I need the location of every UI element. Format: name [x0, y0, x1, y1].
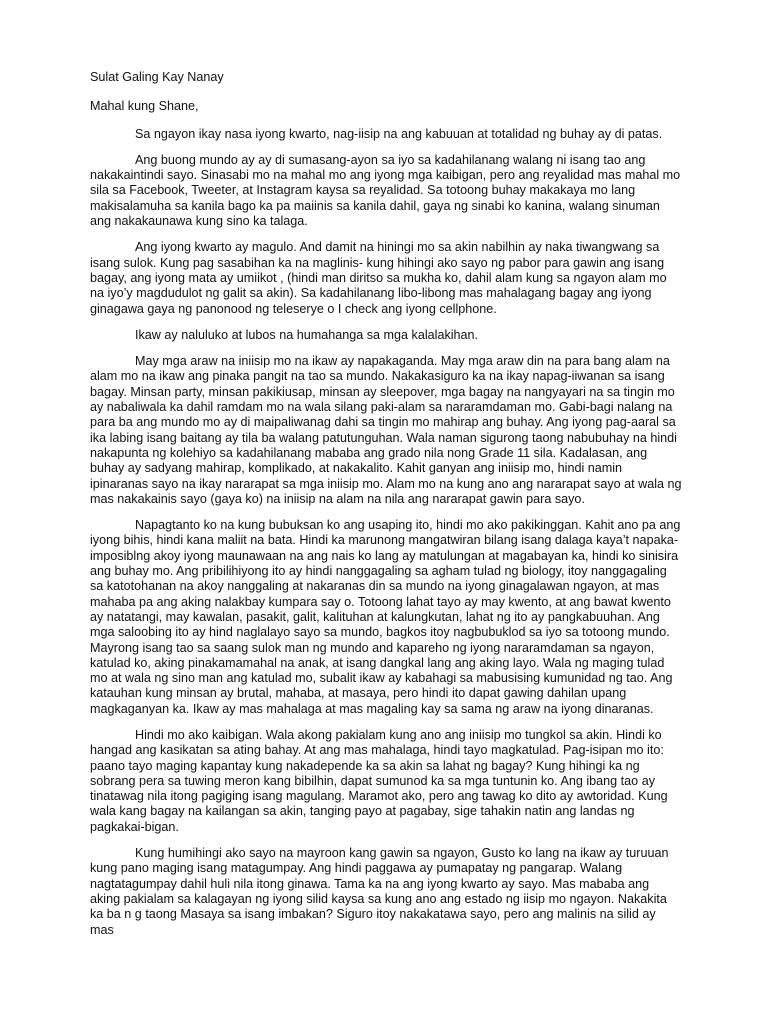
paragraph: Sa ngayon ikay nasa iyong kwarto, nag-iisip na ang kabuuan at totalidad ng buhay ay di patas. — [135, 126, 663, 141]
paragraph: Ang buong mundo ay ay di sumasang-ayon sa iyo sa kadahilanang walang ni isang tao ang nakakaintindi sayo. Sinasabi mo na mahal mo ang iyong mga kaibigan, pero ang reyalidad mas mahal mo sila sa Facebook, Tweeter, at Instagram kaysa sa reyalidad. Sa totoong buhay makakaya mo lang makisalamuha sa kanila bago ka pa maiinis sa kanila dahil, gaya ng sinabi ko kanina, walang sinuman ang nakakaunawa kung sino ka talaga. — [90, 152, 681, 229]
letter-title: Sulat Galing Kay Nanay — [90, 70, 224, 84]
paragraph: Ang iyong kwarto ay magulo. And damit na hiningi mo sa akin nabilhin ay naka tiwangwang sa isang sulok. Kung pag sasabihan ka na maglinis- kung hihingi ako sayo ng pabor para gawin ang isang bagay, ang iyong mata ay umiikot , (hindi man diritso sa mukha ko, dahil alam kung sa ngayon alam mo na iyo’y magdudulot ng galit sa akin). Sa kadahilanang libo-libong mas mahalagang bagay ang iyong ginagawa gaya ng panonood ng teleserye o I check ang iyong cellphone. — [90, 240, 667, 316]
paragraph: Ikaw ay naluluko at lubos na humahanga sa mga kalalakihan. — [135, 327, 479, 342]
letter-salutation: Mahal kung Shane, — [90, 99, 199, 114]
paragraph: Hindi mo ako kaibigan. Wala akong pakialam kung ano ang iniisip mo tungkol sa akin. Hindi ko hangad ang kasikatan sa ating bahay. At ang mas mahalaga, hindi tayo magkatulad. Pag-isipan mo ito: paano tayo maging kapantay kung nakadepende ka sa akin sa lahat ng bagay? Kung hihingi ka ng sobrang pera sa tuwing meron kang bibilhin, dapat sumunod ka sa mga tuntunin ko. Ang ibang tao ay tinatawag nila itong pagiging isang magulang. Maramot ako, pero ang tawag ko dito ay awtoridad. Kung wala kang bagay na kailangan sa akin, tanging payo at pagabay, sige tahakin natin ang landas ng pagkakai-bigan. — [90, 727, 668, 834]
paragraph: Kung humihingi ako sayo na mayroon kang gawin sa ngayon, Gusto ko lang na ikaw ay turuuan kung pano maging isang matagumpay. Ang hindi paggawa ay pumapatay ng pangarap. Walang nagtatagumpay dahil huli nila itong ginawa. Tama ka na ang iyong kwarto ay sayo. Mas mababa ang aking pakialam sa kalagayan ng iyong silid kaysa sa kung ano ang estado ng iisip mo ngayon. Nakakita ka ba n g taong Masaya sa isang imbakan? Siguro itoy nakakatawa sayo, pero ang malinis na silid ay mas — [90, 846, 669, 937]
paragraph: Napagtanto ko na kung bubuksan ko ang usaping ito, hindi mo ako pakikinggan. Kahit ano pa ang iyong bihis, hindi kana maliit na bata. Hindi ka marunong mangatwiran bilang isang dalaga kaya’t napaka-imposiblng akoy iyong maunawaan na ang nais ko lang ay matulungan at magabayan ka, hindi ko sinisira ang buhay mo. Ang pribilihiyong ito ay hindi nanggagaling sa agham tulad ng biology, itoy nanggagaling sa katotohanan na akoy nanggaling at nakaranas din sa mundo na iyong ginagalawan ngayon, at mas mahaba pa ang aking nalakbay kumpara say o. Totoong lahat tayo ay may kwento, at ang bawat kwento ay natatangi, may kawalan, pasakit, galit, kalituhan at kalungkutan, lahat ng ito ay pangkabuuhan. Ang mga saloobing ito ay hind naglalayo sayo sa mundo, bagkos itoy nagbubuklod sa iyo sa totoong mundo. Mayrong isang tao sa saang sulok man ng mundo and kapareho ng iyong nararamdaman sa ngayon, katulad ko, aking pinakamamahal na anak, at isang dangkal lang ang aking layo. Wala ng maging tulad mo at wala ng sino man ang katulad mo, subalit ikaw ay kabahagi sa mabusising kumunidad ng tao. Ang katauhan kung minsan ay brutal, mahaba, at masaya, pero hindi ito dapat gawing dahilan upang magkaganyan ka. Ikaw ay mas mahalaga at mas magaling kay sa sama ng araw na iyong dinaranas. — [90, 518, 681, 716]
letter-body — [90, 70, 682, 949]
paragraph: May mga araw na iniisip mo na ikaw ay napakaganda. May mga araw din na para bang alam na alam mo na ikaw ang pinaka pangit na tao sa mundo. Nakakasiguro ka na ikay napag-iiwanan sa isang bagay. Minsan party, minsan pakikiusap, minsan ay sleepover, mga bagay na nangyayari na sa tingin mo ay nabaliwala ka dahil ramdam mo na wala silang paki-alam sa nararamdaman mo. Gabi-bagi nalang na para ba ang mundo mo ay di maipaliwanag dahi sa tingin mo mahirap ang buhay. Ang iyong pag-aaral sa ika labing isang baitang ay tila ba walang patutunguhan. Wala naman sigurong taong nabubuhay na hindi nakapunta ng kolehiyo sa kadahilanang mababa ang grado nila nong Grade 11 sila. Kadalasan, ang buhay ay sadyang mahirap, komplikado, at nakakalito. Kahit ganyan ang iniisip mo, hindi namin ipinaranas sayo na ikay nararapat sa mga iniisip mo. Alam mo na kung ano ang nararapat sayo at wala ng mas nakakainis sayo (gaya ko) na iniisip na alam na nila ang nararapat gawin para sayo. — [90, 354, 682, 506]
